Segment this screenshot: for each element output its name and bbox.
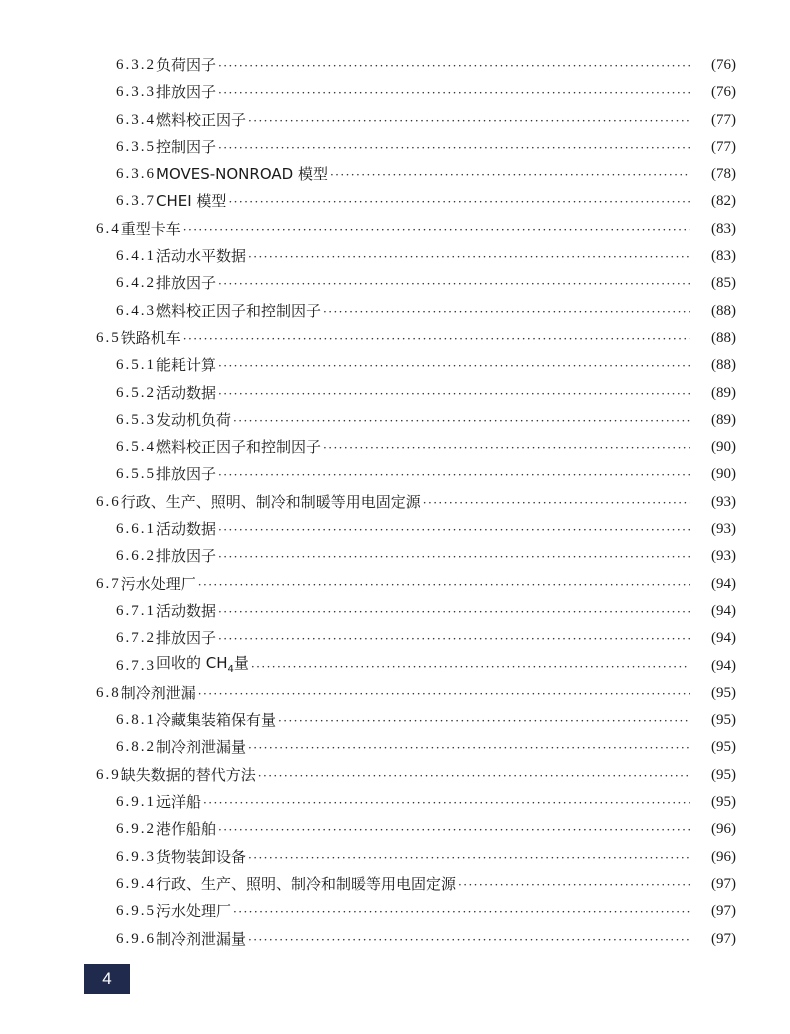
toc-entry-page: (89)	[711, 411, 736, 428]
toc-entry-number: 6.3.3	[116, 84, 156, 101]
toc-leader-dots	[218, 599, 690, 626]
toc-entry-title: 冷藏集装箱保有量	[156, 711, 277, 730]
toc-entry[interactable]	[96, 134, 736, 161]
toc-entry-number: 6.7.2	[116, 630, 156, 647]
toc-entry-page: (95)	[711, 739, 736, 756]
toc-entry[interactable]	[96, 298, 736, 325]
toc-leader-dots	[218, 462, 690, 489]
toc-entry[interactable]	[96, 243, 736, 270]
toc-entry[interactable]	[96, 380, 736, 407]
toc-leader-dots	[218, 53, 690, 80]
toc-entry-number: 6.3.5	[116, 138, 156, 155]
toc-entry-page: (93)	[711, 548, 736, 565]
toc-leader-dots	[218, 381, 690, 408]
toc-entry[interactable]	[96, 107, 736, 134]
toc-leader-dots	[218, 271, 690, 298]
toc-entry[interactable]	[96, 516, 736, 543]
toc-entry-number: 6.7.3	[116, 657, 156, 674]
toc-entry-page: (94)	[711, 575, 736, 592]
toc-leader-dots	[218, 544, 690, 571]
toc-entry-title: 能耗计算	[156, 356, 217, 375]
toc-entry-number: 6.6	[96, 493, 121, 510]
toc-leader-dots	[218, 626, 690, 653]
toc-entry[interactable]	[96, 680, 736, 707]
toc-entry-title: 活动数据	[156, 383, 217, 402]
toc-leader-dots	[233, 408, 690, 435]
toc-leader-dots	[203, 790, 690, 817]
toc-entry[interactable]	[96, 653, 736, 680]
toc-entry-number: 6.8.2	[116, 739, 156, 756]
toc-entry-title: 排放因子	[156, 547, 217, 566]
toc-entry-number: 6.8	[96, 684, 121, 701]
toc-leader-dots	[183, 217, 690, 244]
toc-entry-number: 6.3.6	[116, 166, 156, 183]
toc-entry-number: 6.5.3	[116, 411, 156, 428]
toc-leader-dots	[258, 763, 690, 790]
toc-entry-page: (77)	[711, 138, 736, 155]
toc-entry-page: (83)	[711, 248, 736, 265]
toc-entry-page: (88)	[711, 329, 736, 346]
toc-entry-title: 货物装卸设备	[156, 847, 247, 866]
toc-entry[interactable]	[96, 762, 736, 789]
toc-entry-number: 6.9.5	[116, 903, 156, 920]
toc-leader-dots	[218, 817, 690, 844]
toc-entry[interactable]	[96, 352, 736, 379]
toc-entry-page: (94)	[711, 657, 736, 674]
toc-leader-dots	[198, 572, 690, 599]
toc-entry-title: 排放因子	[156, 465, 217, 484]
toc-entry-page: (85)	[711, 275, 736, 292]
toc-entry-page: (95)	[711, 712, 736, 729]
toc-entry-title-subscript: 4	[227, 663, 234, 675]
toc-entry-number: 6.4.1	[116, 248, 156, 265]
toc-entry-page: (96)	[711, 821, 736, 838]
toc-entry-title: 港作船舶	[156, 820, 217, 839]
toc-entry-title: 排放因子	[156, 83, 217, 102]
toc-entry[interactable]	[96, 926, 736, 953]
toc-entry-page: (94)	[711, 630, 736, 647]
toc-entry-number: 6.9.6	[116, 930, 156, 947]
toc-entry-title: 制冷剂泄漏量	[156, 929, 247, 948]
toc-entry-number: 6.7	[96, 575, 121, 592]
toc-entry-page: (94)	[711, 602, 736, 619]
toc-entry-page: (78)	[711, 166, 736, 183]
toc-entry-title: 重型卡车	[120, 219, 181, 238]
toc-leader-dots	[330, 162, 690, 189]
toc-entry-number: 6.9	[96, 766, 121, 783]
toc-entry[interactable]	[96, 844, 736, 871]
toc-entry-number: 6.8.1	[116, 712, 156, 729]
toc-leader-dots	[248, 108, 690, 135]
toc-entry-number: 6.5.4	[116, 439, 156, 456]
toc-entry-page: (76)	[711, 84, 736, 101]
toc-entry-page: (93)	[711, 521, 736, 538]
toc-entry-title: 发动机负荷	[156, 410, 232, 429]
toc-entry-number: 6.4.2	[116, 275, 156, 292]
toc-entry-number: 6.4.3	[116, 302, 156, 319]
page-number-badge: 4	[84, 964, 130, 994]
toc-entry-page: (82)	[711, 193, 736, 210]
toc-entry-number: 6.3.7	[116, 193, 156, 210]
toc-entry[interactable]	[96, 79, 736, 106]
toc-entry-number: 6.9.4	[116, 875, 156, 892]
toc-leader-dots	[248, 735, 690, 762]
toc-entry-number: 6.6.2	[116, 548, 156, 565]
toc-entry-page: (95)	[711, 794, 736, 811]
toc-entry-page: (93)	[711, 493, 736, 510]
toc-entry-title: 污水处理厂	[120, 574, 196, 593]
toc-leader-dots	[323, 299, 690, 326]
toc-leader-dots	[423, 490, 690, 517]
toc-entry-number: 6.5.2	[116, 384, 156, 401]
toc-entry[interactable]	[96, 571, 736, 598]
toc-entry-number: 6.5.1	[116, 357, 156, 374]
toc-leader-dots	[183, 326, 690, 353]
toc-leader-dots	[228, 189, 690, 216]
toc-entry[interactable]	[96, 434, 736, 461]
toc-entry-title: 活动数据	[156, 520, 217, 539]
toc-leader-dots	[198, 681, 690, 708]
toc-entry[interactable]	[96, 325, 736, 352]
toc-leader-dots	[458, 872, 690, 899]
toc-entry-number: 6.5	[96, 329, 121, 346]
toc-entry-page: (90)	[711, 466, 736, 483]
toc-entry-page: (95)	[711, 766, 736, 783]
toc-entry[interactable]	[96, 707, 736, 734]
toc-entry-page: (76)	[711, 57, 736, 73]
toc-entry-page: (83)	[711, 220, 736, 237]
toc-entry-title: 控制因子	[156, 137, 217, 156]
toc-entry-page: (77)	[711, 111, 736, 128]
toc-entry-number: 6.7.1	[116, 602, 156, 619]
toc-entry-number: 6.9.3	[116, 848, 156, 865]
toc-leader-dots	[323, 435, 690, 462]
toc-entry[interactable]	[96, 161, 736, 188]
toc-entry[interactable]	[96, 816, 736, 843]
toc-entry-page: (95)	[711, 684, 736, 701]
toc-entry-title: 铁路机车	[120, 328, 181, 347]
toc-entry-title: 远洋船	[156, 793, 202, 812]
toc-leader-dots	[248, 927, 690, 954]
toc-entry-number: 6.6.1	[116, 521, 156, 538]
toc-entry-title: 制冷剂泄漏量	[156, 738, 247, 757]
toc-entry-page: (88)	[711, 302, 736, 319]
toc-entry[interactable]	[96, 489, 736, 516]
toc-entry-number: 6.9.1	[116, 794, 156, 811]
toc-entry[interactable]	[96, 625, 736, 652]
toc-leader-dots	[233, 899, 690, 926]
toc-leader-dots	[218, 517, 690, 544]
toc-entry-page: (97)	[711, 903, 736, 920]
toc-entry[interactable]	[96, 461, 736, 488]
toc-entry-page: (97)	[711, 930, 736, 947]
toc-entry[interactable]	[96, 871, 736, 898]
toc-entry[interactable]	[96, 270, 736, 297]
toc-entry-title: 活动数据	[156, 601, 217, 620]
toc-entry-title: 缺失数据的替代方法	[120, 765, 256, 784]
toc-entry[interactable]	[96, 188, 736, 215]
toc-entry-title: 燃料校正因子	[156, 110, 247, 129]
toc-entry-title: 燃料校正因子和控制因子	[156, 301, 322, 320]
toc-entry[interactable]	[96, 216, 736, 243]
toc-entry-title: CHEI 模型	[156, 192, 227, 211]
toc-entry-page: (89)	[711, 384, 736, 401]
toc-entry-title: 燃料校正因子和控制因子	[156, 438, 322, 457]
toc-entry-number: 6.5.5	[116, 466, 156, 483]
toc-entry-page: (90)	[711, 439, 736, 456]
toc-entry[interactable]	[96, 543, 736, 570]
toc-leader-dots	[218, 135, 690, 162]
toc-entry-title: 制冷剂泄漏	[120, 683, 196, 702]
toc-entry-title-text: 回收的 CH	[156, 653, 228, 672]
toc-entry-number: 6.4	[96, 220, 121, 237]
toc-entry-title: 排放因子	[156, 274, 217, 293]
toc-entry-title	[156, 650, 249, 683]
toc-entry-title: 行政、生产、照明、制冷和制暖等用电固定源	[120, 492, 421, 511]
toc-entry-page: (97)	[711, 875, 736, 892]
toc-entry-number: 6.9.2	[116, 821, 156, 838]
table-of-contents	[96, 52, 736, 953]
toc-entry-number: 6.3.4	[116, 111, 156, 128]
toc-entry-page: (96)	[711, 848, 736, 865]
toc-entry[interactable]	[96, 407, 736, 434]
toc-entry-title-tail: 量	[233, 653, 249, 672]
toc-leader-dots	[251, 654, 690, 681]
toc-entry-title: 排放因子	[156, 629, 217, 648]
toc-entry-title: 负荷因子	[156, 56, 217, 74]
toc-entry-title: 污水处理厂	[156, 902, 232, 921]
toc-entry[interactable]	[96, 598, 736, 625]
toc-leader-dots	[218, 353, 690, 380]
toc-entry-title: 行政、生产、照明、制冷和制暖等用电固定源	[156, 874, 457, 893]
toc-leader-dots	[218, 80, 690, 107]
toc-leader-dots	[248, 845, 690, 872]
toc-entry-number: 6.3.2	[116, 57, 156, 73]
toc-entry[interactable]	[96, 898, 736, 925]
toc-entry[interactable]	[96, 789, 736, 816]
toc-entry-page: (88)	[711, 357, 736, 374]
toc-entry[interactable]	[96, 52, 736, 79]
toc-entry[interactable]	[96, 734, 736, 761]
toc-leader-dots	[248, 244, 690, 271]
toc-entry-title: MOVES-NONROAD 模型	[156, 165, 328, 184]
toc-leader-dots	[278, 708, 690, 735]
toc-entry-title: 活动水平数据	[156, 247, 247, 266]
